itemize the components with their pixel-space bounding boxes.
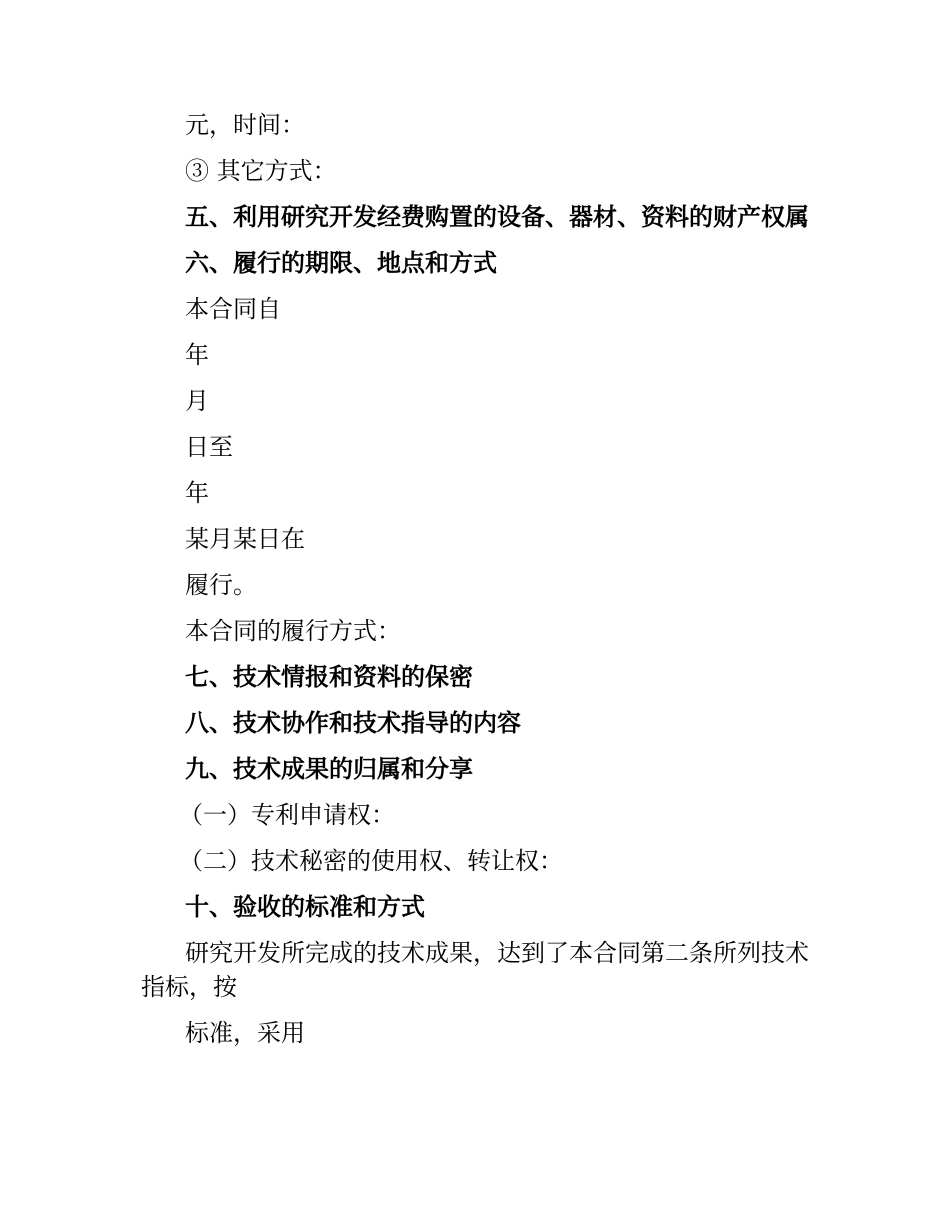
paragraph-other-method: ③ 其它方式： — [185, 157, 337, 185]
paragraph-secret-right: （二）技术秘密的使用权、转让权： — [179, 847, 563, 875]
paragraph-month: 月 — [185, 387, 209, 415]
paragraph-standard: 标准，采用 — [185, 1019, 305, 1047]
section-heading-7: 七、技术情报和资料的保密 — [185, 662, 473, 691]
section-heading-6: 六、履行的期限、地点和方式 — [185, 248, 497, 277]
section-heading-10: 十、验收的标准和方式 — [185, 892, 425, 921]
section-heading-8: 八、技术协作和技术指导的内容 — [185, 708, 521, 737]
paragraph-year-1: 年 — [185, 341, 209, 369]
paragraph-acceptance-result: 研究开发所完成的技术成果，达到了本合同第二条所列技术指标，按 — [141, 939, 809, 1001]
paragraph-payment-time: 元，时间： — [185, 111, 305, 139]
paragraph-perform: 履行。 — [185, 571, 257, 599]
paragraph-contract-from: 本合同自 — [185, 295, 281, 323]
paragraph-patent-right: （一）专利申请权： — [179, 801, 395, 829]
section-heading-5: 五、利用研究开发经费购置的设备、器材、资料的财产权属 — [185, 202, 809, 231]
paragraph-day-to: 日至 — [185, 433, 233, 461]
document-body — [141, 108, 811, 1062]
paragraph-year-2: 年 — [185, 479, 209, 507]
section-heading-9: 九、技术成果的归属和分享 — [185, 754, 473, 783]
paragraph-date-place: 某月某日在 — [185, 525, 305, 553]
paragraph-performance-method: 本合同的履行方式： — [185, 617, 401, 645]
